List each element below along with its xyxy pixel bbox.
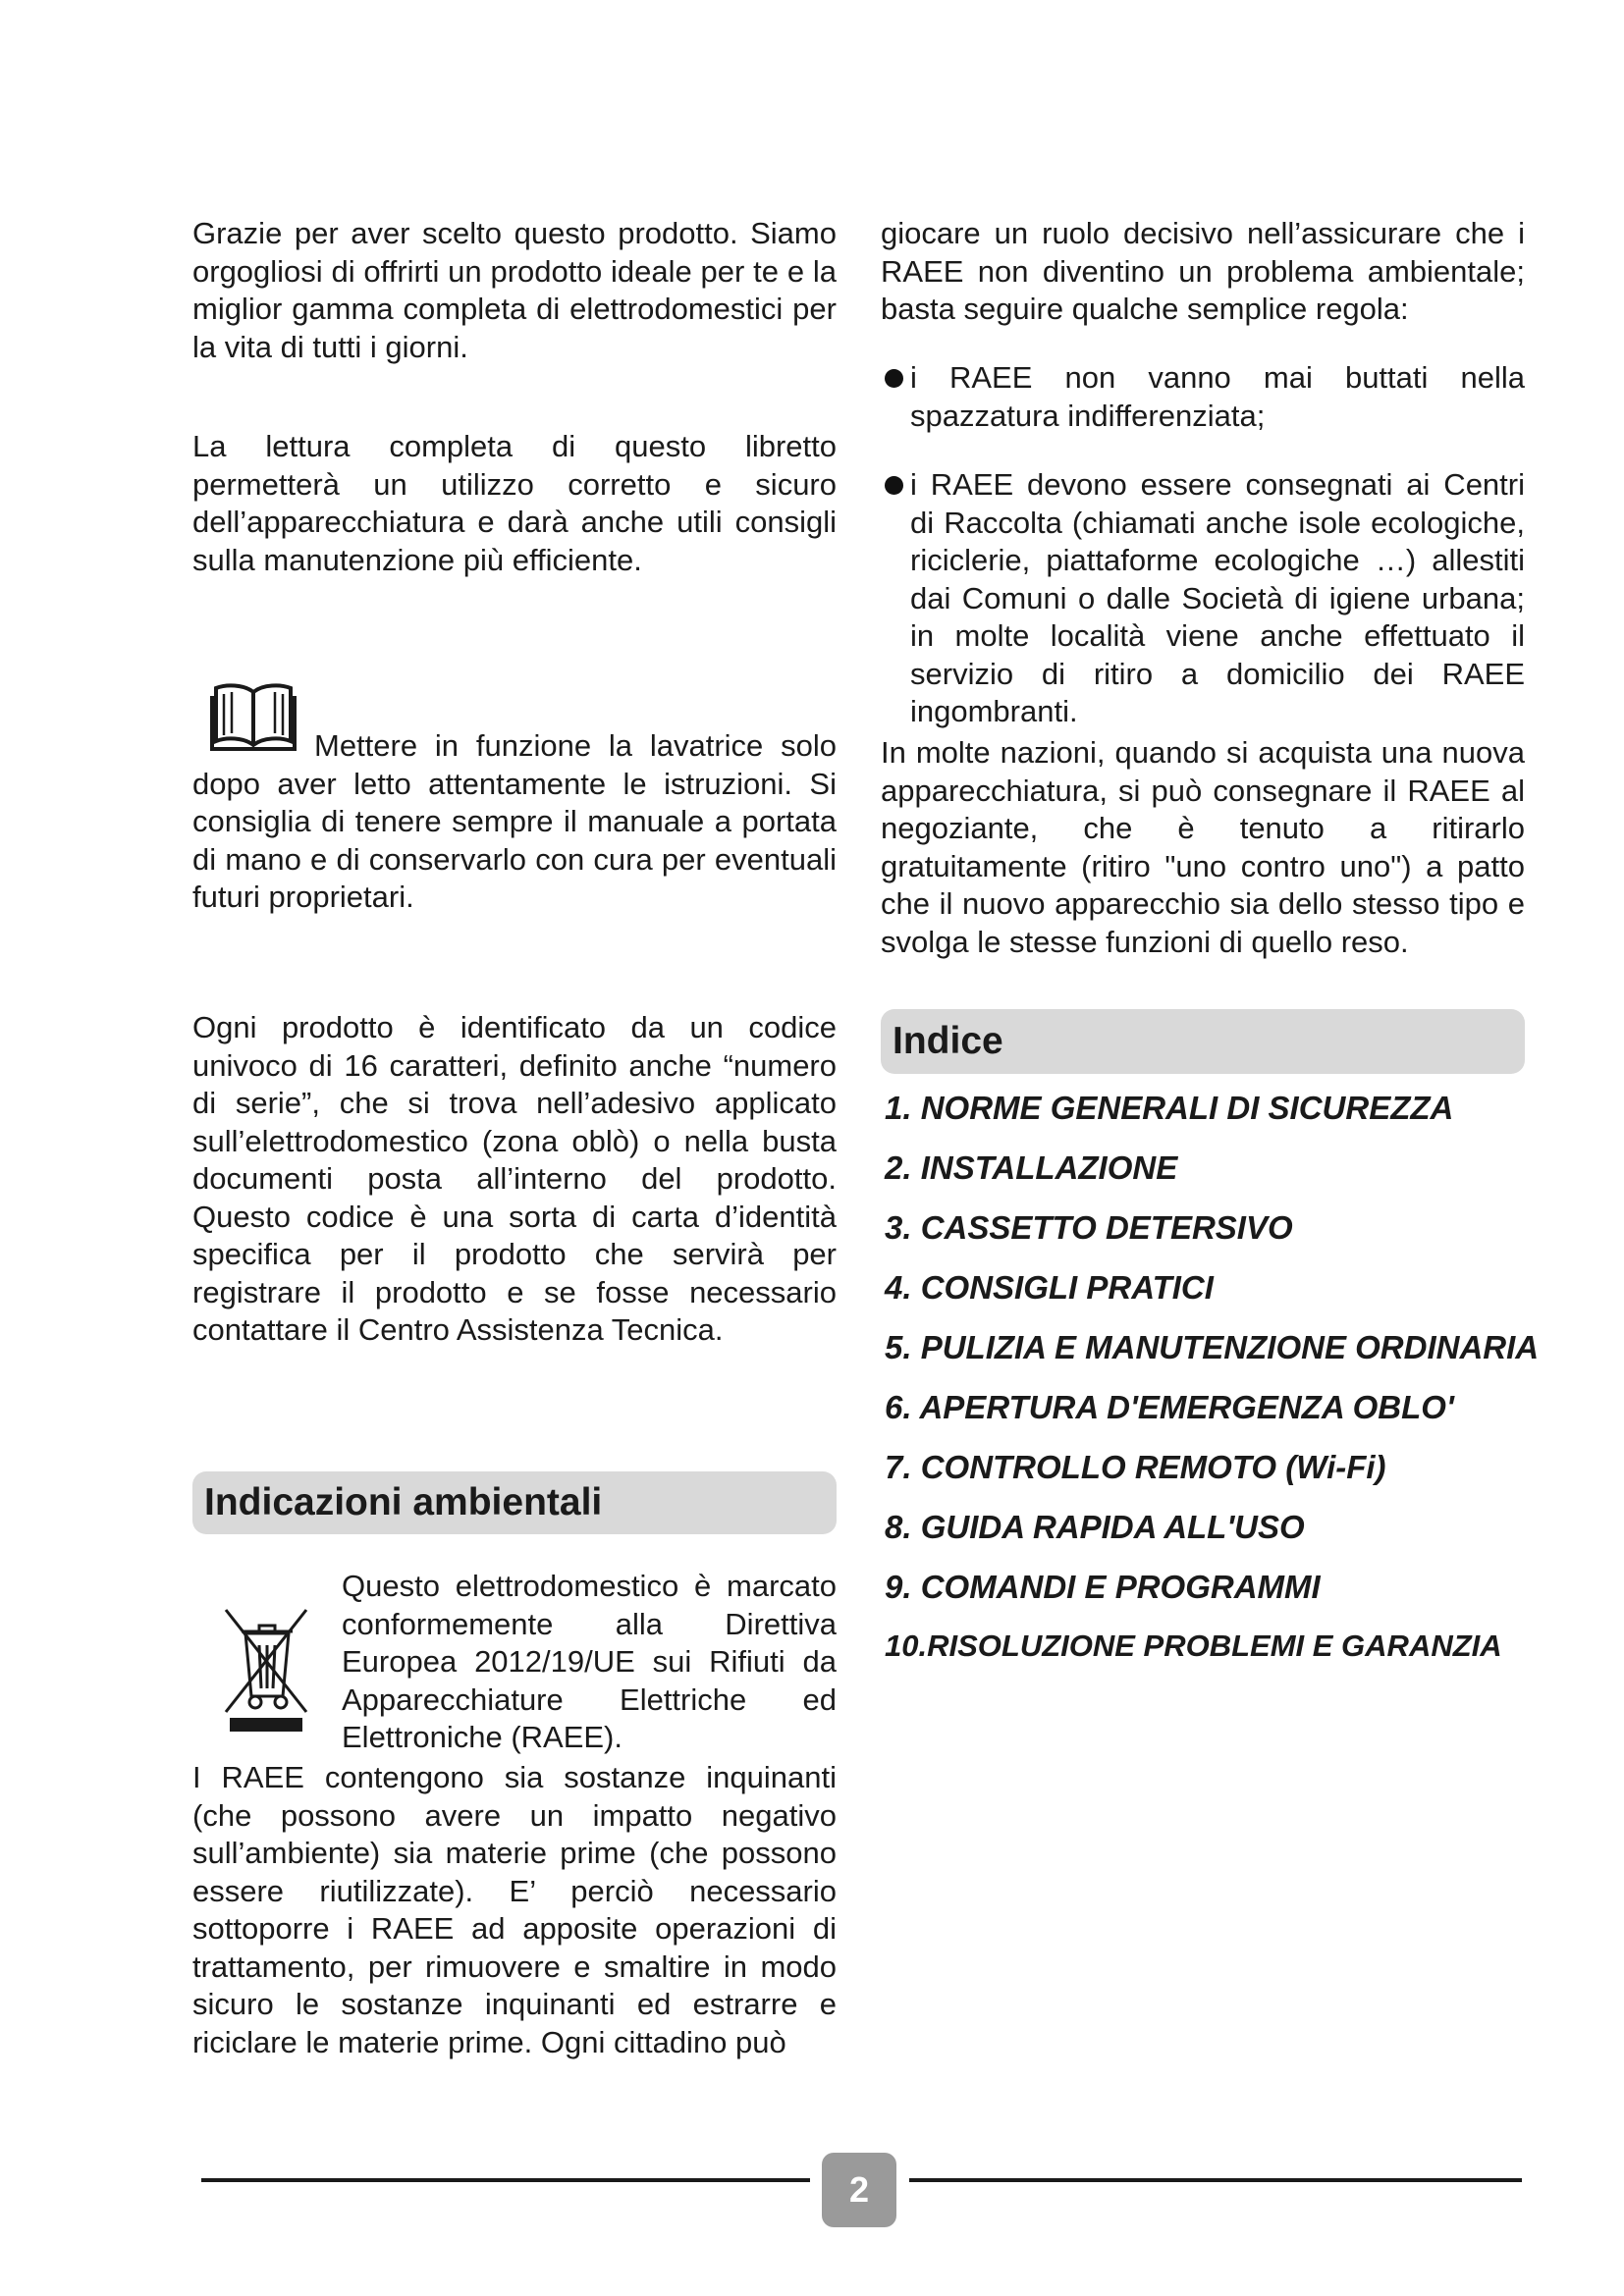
index-item-cleaning[interactable]: 5. PULIZIA E MANUTENZIONE ORDINARIA xyxy=(885,1329,1540,1365)
page-number-badge: 2 xyxy=(822,2153,896,2227)
index-item-controls-programs[interactable]: 9. COMANDI E PROGRAMMI xyxy=(885,1569,1321,1605)
index-item-remote-control[interactable]: 7. CONTROLLO REMOTO (Wi-Fi) xyxy=(885,1449,1386,1485)
raee-paragraph: I RAEE contengono sia sostanze inquinanti (che possono avere un impatto negativo sull’ambiente) sia materie prime (che possono essere riutilizzate). E’ perciò necessario sottoporre i RAEE ad apposite operazioni di trattamento, per rimuovere e smaltire in modo sicuro le sostanze inquinanti ed estrarre e riciclare le materie prime. Ogni cittadino può xyxy=(192,1760,837,2059)
index-item-troubleshooting[interactable]: 10.RISOLUZIONE PROBLEMI E GARANZIA xyxy=(885,1629,1502,1663)
bullet-item-disposal xyxy=(881,359,1525,435)
bullet-dot-icon xyxy=(885,369,903,388)
nations-paragraph: In molte nazioni, quando si acquista una nuova apparecchiatura, si può consegnare il RAEE al negoziante, che è tenuto a ritirarlo gratuitamente (ritiro "uno contro uno") a patto che il nuovo apparecchio sia dello stesso tipo e svolga le stesse funzioni di quello reso. xyxy=(881,735,1525,959)
index-item-safety[interactable]: 1. NORME GENERALI DI SICUREZZA xyxy=(885,1090,1454,1126)
weee-bin-icon xyxy=(222,1602,310,1735)
index-item-emergency-door[interactable]: 6. APERTURA D'EMERGENZA OBLO' xyxy=(885,1389,1454,1425)
manual-note-paragraph: Mettere in funzione la lavatrice solo dopo aver letto attentamente le istruzioni. Si consiglia di tenere sempre il manuale a portata di mano e di conservarlo con cura per eventuali futuri proprietari. xyxy=(192,728,837,914)
serial-number-paragraph: Ogni prodotto è identificato da un codice univoco di 16 caratteri, definito anche “numero di serie”, che si trova nell’adesivo applicato sull’elettrodomestico (zona oblò) o nella busta documenti posta all’interno del prodotto. Questo codice è una sorta di carta d’identità specifica per il prodotto che servirà per registrare il prodotto e se fosse necessario contattare il Centro Assistenza Tecnica. xyxy=(192,1010,837,1347)
index-item-quick-guide[interactable]: 8. GUIDA RAPIDA ALL'USO xyxy=(885,1509,1305,1545)
footer-rule-left xyxy=(201,2178,810,2182)
bullet-text: i RAEE devono essere consegnati ai Centri di Raccolta (chiamati anche isole ecologiche, riciclerie, piattaforme ecologiche …) allestiti dai Comuni o dalle Società di igiene urbana; in molte località viene anche effettuato il servizio di ritiro a domicilio dei RAEE ingombranti. xyxy=(910,467,1525,728)
raee-continuation-paragraph: giocare un ruolo decisivo nell’assicurare che i RAEE non diventino un problema ambientale; basta seguire qualche semplice regola: xyxy=(881,216,1525,326)
index-section-header: Indice xyxy=(881,1009,1525,1074)
index-item-practical-tips[interactable]: 4. CONSIGLI PRATICI xyxy=(885,1269,1214,1306)
reading-paragraph: La lettura completa di questo libretto permetterà un utilizzo corretto e sicuro dell’apparecchiatura e darà anche utili consigli sulla manutenzione più efficiente. xyxy=(192,429,837,577)
footer-rule-right xyxy=(909,2178,1522,2182)
index-item-installation[interactable]: 2. INSTALLAZIONE xyxy=(885,1149,1178,1186)
weee-directive-paragraph: Questo elettrodomestico è marcato conformemente alla Direttiva Europea 2012/19/UE sui Rifiuti da Apparecchiature Elettriche ed Elettroniche (RAEE). xyxy=(342,1569,837,1754)
intro-paragraph: Grazie per aver scelto questo prodotto. Siamo orgogliosi di offrirti un prodotto ideale per te e la miglior gamma completa di elettrodomestici per la vita di tutti i giorni. xyxy=(192,216,837,364)
bullet-text: i RAEE non vanno mai buttati nella spazzatura indifferenziata; xyxy=(910,360,1525,433)
environment-section-header: Indicazioni ambientali xyxy=(192,1471,837,1534)
index-item-detergent-drawer[interactable]: 3. CASSETTO DETERSIVO xyxy=(885,1209,1293,1246)
bullet-dot-icon xyxy=(885,476,903,495)
bullet-item-collection xyxy=(881,466,1525,731)
